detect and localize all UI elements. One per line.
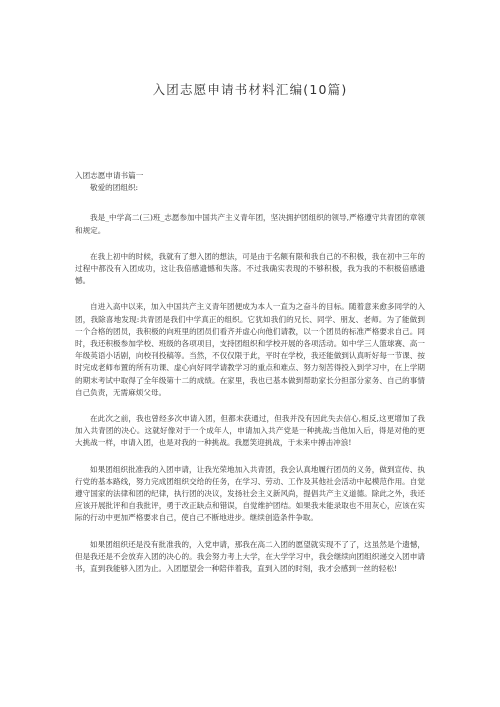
paragraph-2: 在我上初中的时候，我就有了想入团的想法，可是由于名额有限和我自己的不积极，我在初中三年的过程中都没有入团成功，这让我倍感遗憾和失落。不过我确实表现的不够积极，我为我的不积极倍感遗憾。 [75,251,425,286]
section-heading: 入团志愿申请书篇一 [75,171,144,180]
salutation: 敬爱的团组织: [90,183,139,193]
paragraph-3: 自进入高中以来，加入中国共产主义青年团便成为本人一直为之奋斗的目标。随着意来愈多同学的入团，我除喜地发现:共青团是我们中学真正的组织。它犹如我们的兄长、同学、朋友、老师。为了能做到一个合格的团员，我积极的向班里的团员们看齐并虚心向他们请教，以一个团员的标准严格要求自己。同时，我还积极参加学校、班级的各项项目，支持团组织和学校开展的各项活动。如中学三人篮球赛、高一年级英语小话剧，向校刊投稿等。当然，不仅仅限于此，平时在学校，我还能做到认真听好每一节课、按时完成老师布置的所有功课、虚心向好同学请教学习的重点和难点、努力刻苦得投入到学习中，在上学期的期末考试中取得了全年级第十二的成绩。在家里，我也已基本做到帮助家长分担部分家务、自己的事情自己负责，无需麻烦父母。 [75,302,425,397]
paragraph-6: 如果团组织还是没有批准我的，入党申请，那我在高二入团的愿望就实现不了了，这虽然是个遗憾，但是我还是不会放弃入团的决心的。我会努力考上大学，在大学学习中，我会继续向团组织递交入团申请书，直到我能够入团为止。入团愿望会一种陪伴着我，直到入团的时刻，我才会感到一丝的轻松! [75,539,425,574]
paragraph-1: 我是_中学高二(三)班_志愿参加中国共产主义青年团，坚决拥护团组织的领导,严格遵守共青团的章领和规定。 [75,213,425,235]
document-title: 入团志愿申请书材料汇编(10篇) [152,82,348,97]
document-body [75,170,425,589]
paragraph-4: 在此次之前，我也曾经多次申请入团，但都未获通过，但我并没有因此失去信心,相反,这更增加了我加入共青团的决心。这就好像对于一个成年人，申请加入共产党是一种挑战;当他加入后，得是对他的更大挑战一样，申请入团，也是对我的一种挑战。我愿笑迎挑战，于未来中搏击冲浪! [75,414,425,448]
paragraph-5: 如果团组织批准我的入团申请，让我光荣地加入共青团，我会认真地履行团员的义务，做到宣传、执行党的基本路线，努力完成团组织交给的任务，在学习、劳动、工作及其他社会活动中起模范作用。自觉遵守国家的法律和团的纪律，执行团的决议，发扬社会主义新风尚，提倡共产主义道德。除此之外，我还应该开展批评和自我批评，勇于改正缺点和错误，自觉维护团结。如果我未能录取也不用灰心，应该在实际的行动中更加严格要求自己，使自己不断地进步。继续创造条件争取。 [75,464,425,523]
